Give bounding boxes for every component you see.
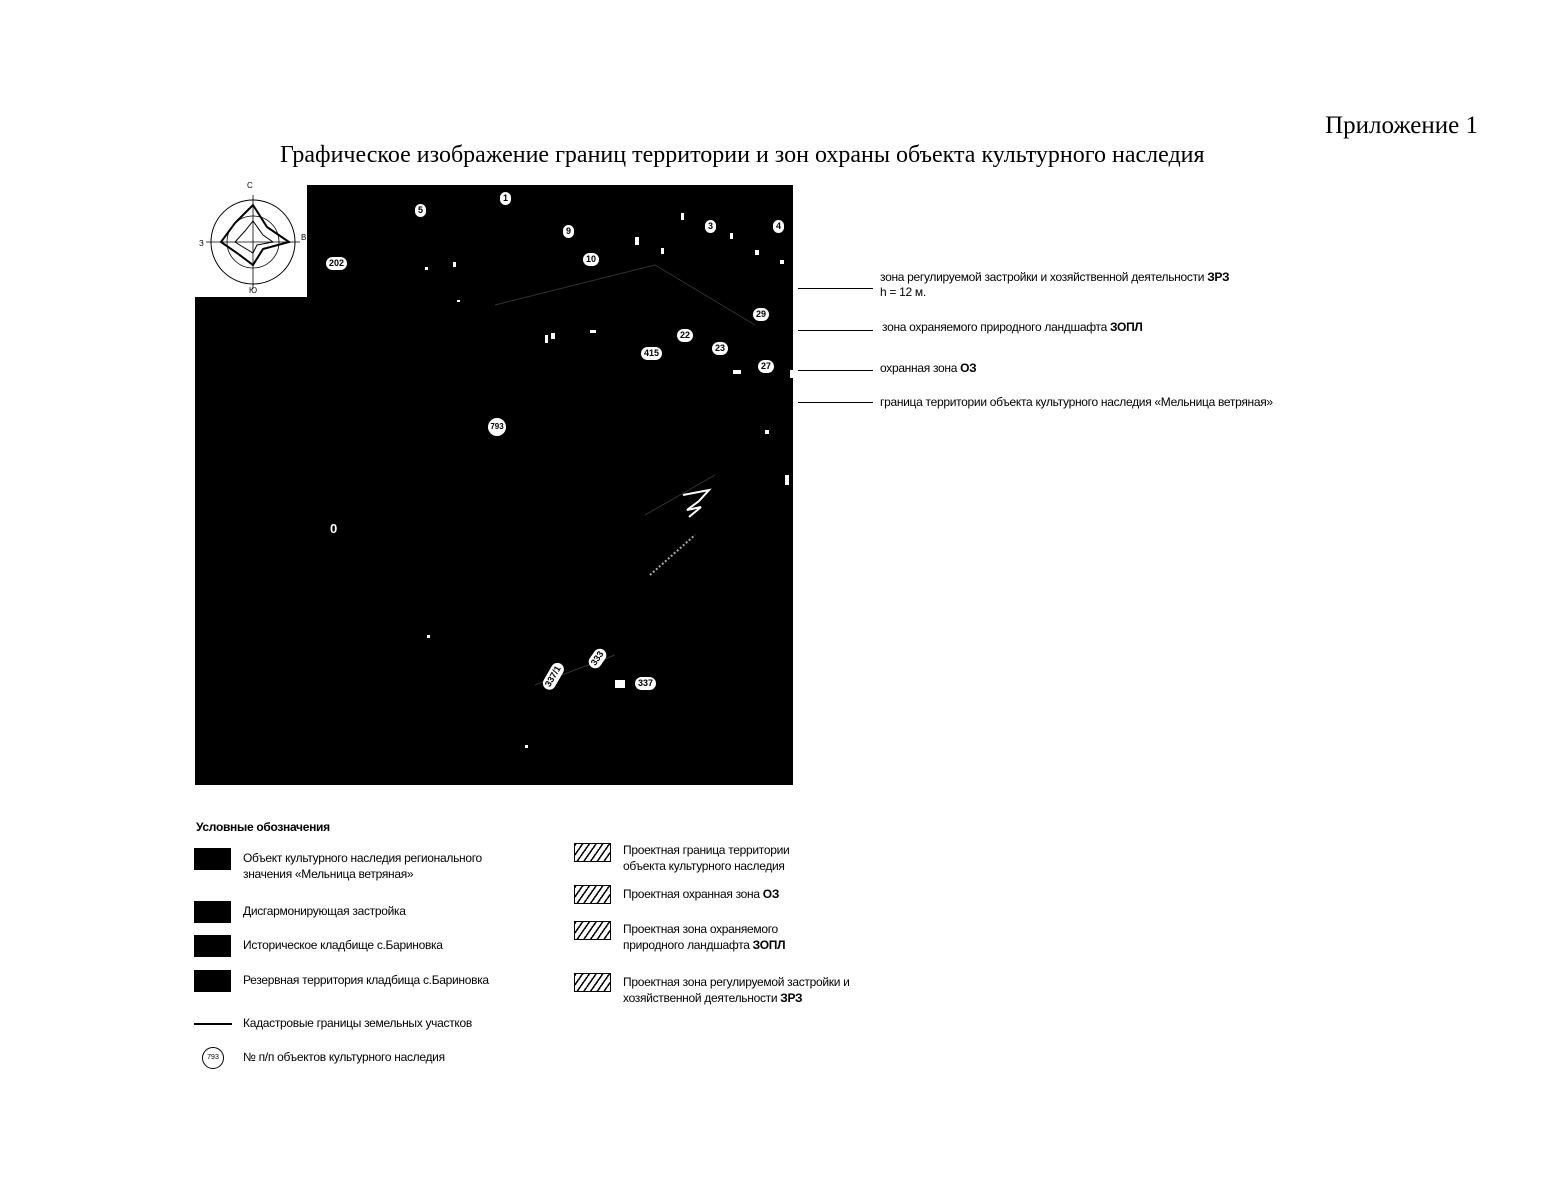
legend-hatch-zrz	[574, 973, 611, 992]
legend-swatch-cemetery	[194, 935, 231, 957]
legend-hatch-oz	[574, 885, 611, 904]
legend-swatch-reserve	[194, 970, 231, 992]
zone-label-zopl: зона охраняемого природного ландшафта ЗОПЛ	[882, 320, 1143, 334]
zone-label-zrz: зона регулируемой застройки и хозяйственной деятельности ЗРЗ h = 12 м.	[880, 270, 1230, 299]
zone-label-oz: охранная зона ОЗ	[880, 361, 977, 375]
legend-text: Проектная граница территории объекта культурного наследия	[623, 843, 790, 873]
zone-leader-line	[798, 370, 873, 371]
compass-north-label: С	[247, 181, 253, 190]
map-label: 23	[712, 342, 728, 355]
compass-west-label: З	[199, 239, 204, 248]
legend-hatch-boundary	[574, 843, 611, 862]
map-label: 10	[583, 253, 599, 266]
map-label: 3	[705, 220, 716, 233]
wind-rose-icon	[197, 187, 309, 297]
map-label: 22	[677, 329, 693, 342]
zone-leader-line	[798, 402, 873, 403]
compass-south-label: Ю	[249, 286, 258, 295]
legend-text: Дисгармонирующая застройка	[243, 904, 406, 918]
map-label: 4	[773, 220, 784, 233]
map-label: 0	[330, 521, 338, 536]
legend-text: Проектная охранная зона ОЗ	[623, 887, 780, 901]
legend-text: Проектная зона регулируемой застройки и хозяйственной деятельности ЗРЗ	[623, 975, 850, 1005]
map-label: 415	[641, 347, 662, 360]
legend-title: Условные обозначения	[196, 820, 330, 834]
map-label: 5	[415, 204, 426, 217]
map-label: 202	[326, 257, 347, 270]
zone-leader-line	[798, 288, 873, 289]
map-area[interactable]	[195, 181, 795, 785]
legend-text: Объект культурного наследия регионального значения «Мельница ветряная»	[243, 851, 482, 881]
page-title: Графическое изображение границ территории и зон охраны объекта культурного наследия	[280, 142, 1205, 168]
legend-cadastral-line	[194, 1023, 232, 1025]
map-label: 9	[563, 225, 574, 238]
compass-east-label: В	[301, 233, 307, 242]
zone-leader-line	[798, 330, 873, 331]
appendix-label: Приложение 1	[1325, 112, 1478, 139]
zone-label-boundary: граница территории объекта культурного наследия «Мельница ветряная»	[880, 395, 1273, 409]
map-label: 1	[500, 192, 511, 205]
map-label: 27	[758, 360, 774, 373]
legend-hatch-zopl	[574, 921, 611, 940]
map-label: 333	[586, 646, 609, 671]
map-label: 337	[635, 677, 656, 690]
map-label-monument[interactable]: 793	[488, 418, 506, 436]
legend-text: № п/п объектов культурного наследия	[243, 1050, 445, 1064]
map-label: 337/1	[541, 661, 567, 692]
legend-text: Историческое кладбище с.Бариновка	[243, 938, 443, 952]
legend-swatch-heritage-object	[194, 848, 231, 870]
legend-swatch-disharmonious	[194, 901, 231, 923]
legend-text: Кадастровые границы земельных участков	[243, 1016, 472, 1030]
legend-number-symbol: 793	[202, 1047, 224, 1069]
map-label: 29	[753, 308, 769, 321]
legend-text: Проектная зона охраняемого природного ландшафта ЗОПЛ	[623, 922, 786, 952]
legend-text: Резервная территория кладбища с.Бариновка	[243, 973, 489, 987]
